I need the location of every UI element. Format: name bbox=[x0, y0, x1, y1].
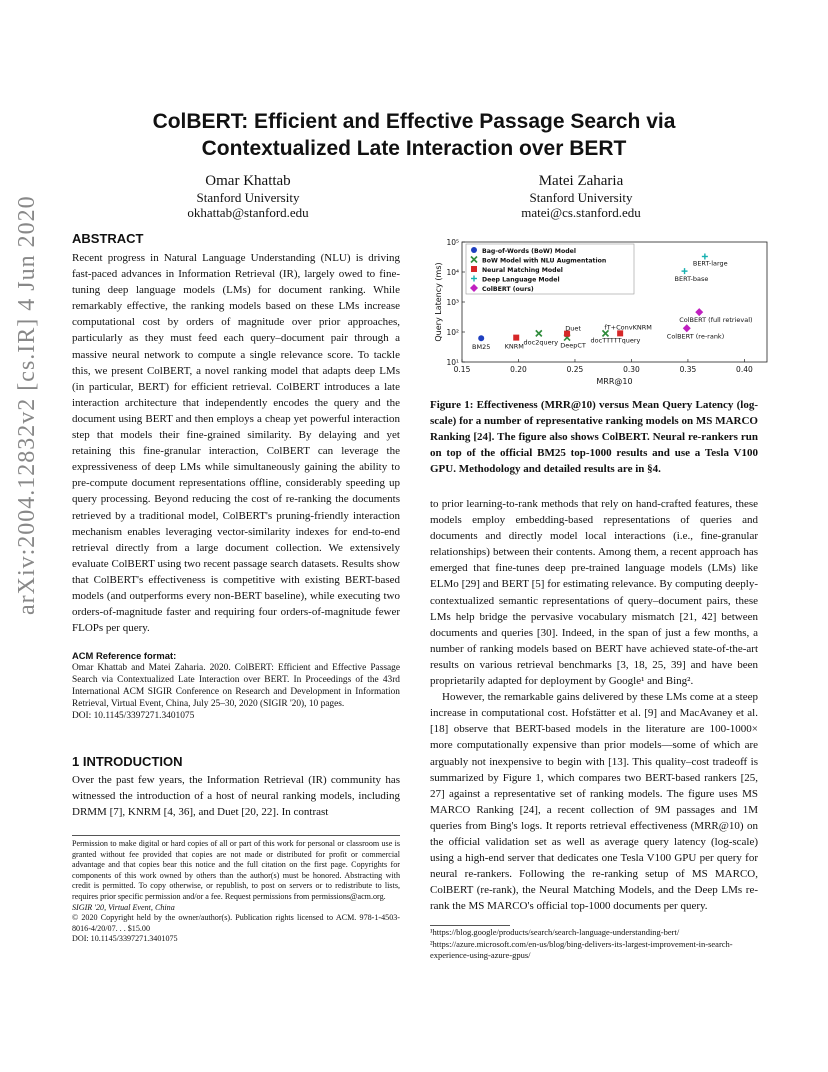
x-tick-label: 0.35 bbox=[679, 365, 697, 374]
y-tick-label: 10² bbox=[446, 328, 459, 337]
point-label: ColBERT (re-rank) bbox=[666, 332, 725, 341]
author-affiliation: Stanford University bbox=[529, 190, 633, 205]
author-name: Matei Zaharia bbox=[538, 173, 624, 189]
abstract-heading: ABSTRACT bbox=[72, 231, 144, 246]
x-tick-label: 0.40 bbox=[736, 365, 753, 374]
right-para-2: However, the remarkable gains delivered by these LMs come at a steep increase in computational cost. Hofstätter et al. [9] and MacAvaney et al. [18] observe that BERT-based models in the literature are 100-1000× more computationally expensive than prior models—some of which are arguably not inexpensive to begin with [13]. This quality–cost tradeoff is summarized by Figure 1, which compares two BERT-based rankers [25, 27] against a representative set of ranking models. The figure uses MS MARCO Ranking [24], a recent collection of 9M passages and 1M queries from Bing's logs. It reports retrieval effectiveness (MRR@10) on the official validation set as well as average query latency (log-scale) using a high-end server that dedicates one Tesla V100 GPU per query for neural re-rankers. Following the re-ranking setup of MS MARCO, ColBERT (re-rank), the Neural Matching Models, and the Deep LMs re-rank the MS MARCO's official top-1000 documents per query. bbox=[430, 691, 758, 913]
x-tick-label: 0.25 bbox=[566, 365, 584, 374]
y-tick-label: 10³ bbox=[446, 298, 459, 307]
author-2 bbox=[486, 172, 676, 220]
data-point bbox=[478, 335, 484, 341]
legend-entry: Bag-of-Words (BoW) Model bbox=[482, 248, 576, 255]
point-label: doc2query bbox=[523, 338, 559, 347]
acm-ref-heading: ACM Reference format: bbox=[72, 650, 177, 662]
data-point bbox=[536, 330, 542, 336]
point-label: ColBERT (full retrieval) bbox=[679, 316, 753, 325]
abstract-body bbox=[72, 250, 400, 636]
title-line-2: Contextualized Late Interaction over BERT bbox=[201, 137, 627, 160]
intro-section bbox=[72, 754, 400, 820]
permission-doi: DOI: 10.1145/3397271.3401075 bbox=[72, 934, 178, 944]
right-para-1: to prior learning-to-rank methods that rely on hand-crafted features, these models employ embedding-based representations of queries and documents and directly model local interactions (i.e., fine-granular relationships) between their contents. Among them, a recent approach has emerged that fine-tunes deep pre-trained language models (LMs) like ELMo [29] and BERT [5] for estimating relevance. By computing deeply-contextualized semantic representations of query–document pairs, these LMs help bridge the pervasive vocabulary mismatch [21, 42] between documents and queries [30]. Indeed, in the span of just a few months, a number of ranking models based on BERT have achieved state-of-the-art results on various retrieval benchmarks [3, 18, 25, 39] and have been proprietarily adapted for deployment by Google¹ and Bing². bbox=[430, 498, 758, 688]
footnotes bbox=[430, 927, 760, 962]
point-label: BM25 bbox=[472, 343, 491, 352]
x-tick-label: 0.15 bbox=[453, 365, 471, 374]
point-label: fT+ConvKNRM bbox=[604, 323, 652, 332]
permission-copyright: © 2020 Copyright held by the owner/author(s). Publication rights licensed to ACM. 978-1-4503-8016-4/20/07. . . $15.00 bbox=[72, 913, 400, 933]
point-label: DeepCT bbox=[560, 341, 586, 350]
left-column bbox=[72, 231, 400, 722]
footnote-2: ²https://azure.microsoft.com/en-us/blog/bing-delivers-its-largest-improvement-in-search-experience-using-azure-gpus/ bbox=[430, 938, 733, 960]
legend-entry: ColBERT (ours) bbox=[482, 286, 534, 293]
legend-entry: BoW Model with NLU Augmentation bbox=[482, 257, 607, 265]
latency-chart bbox=[432, 234, 772, 389]
author-1 bbox=[148, 172, 348, 220]
figure-1 bbox=[432, 234, 772, 389]
acm-ref-text: Omar Khattab and Matei Zaharia. 2020. ColBERT: Efficient and Effective Passage Search via Contextualized Late Interaction over BERT. In Proceedings of the 43rd International ACM SIGIR Conference on Research and Development in Information Retrieval, Virtual Event, China, July 25–30, 2020 (SIGIR '20), 10 pages. bbox=[72, 663, 400, 710]
legend-marker bbox=[471, 247, 477, 253]
author-name: Omar Khattab bbox=[205, 173, 291, 189]
author-email: matei@cs.stanford.edu bbox=[521, 205, 641, 220]
permission-divider bbox=[72, 835, 400, 836]
data-point bbox=[695, 308, 703, 316]
acm-ref-doi: DOI: 10.1145/3397271.3401075 bbox=[72, 711, 195, 722]
x-tick-label: 0.20 bbox=[510, 365, 527, 374]
y-axis-label: Query Latency (ms) bbox=[434, 262, 443, 342]
point-label: KNRM bbox=[504, 342, 524, 351]
intro-text: Over the past few years, the Information Retrieval (IR) community has witnessed the introduction of a host of neural ranking models, including DRMM [7], KNRM [4, 36], and Duet [20, 22]. In contrast bbox=[72, 774, 400, 819]
y-tick-label: 10⁴ bbox=[446, 268, 459, 277]
footnote-1: ¹https://blog.google/products/search/search-language-understanding-bert/ bbox=[430, 927, 680, 937]
point-label: docTTTTTquery bbox=[590, 336, 641, 345]
y-tick-label: 10¹ bbox=[446, 358, 459, 367]
y-tick-label: 10⁵ bbox=[446, 238, 459, 247]
permission-venue: SIGIR '20, Virtual Event, China bbox=[72, 902, 175, 912]
x-tick-label: 0.30 bbox=[623, 365, 640, 374]
data-point bbox=[513, 335, 519, 341]
point-label: BERT-large bbox=[692, 259, 728, 268]
legend-entry: Neural Matching Model bbox=[482, 267, 563, 274]
data-point bbox=[682, 268, 688, 274]
paper-title bbox=[0, 108, 828, 162]
legend-entry: Deep Language Model bbox=[482, 276, 560, 284]
footnote-divider bbox=[430, 925, 510, 926]
x-axis-label: MRR@10 bbox=[596, 377, 633, 386]
legend-marker bbox=[471, 266, 477, 272]
author-email: okhattab@stanford.edu bbox=[187, 205, 309, 220]
permission-block bbox=[72, 839, 400, 945]
acm-reference bbox=[72, 650, 400, 722]
point-label: BERT-base bbox=[674, 275, 709, 284]
right-column bbox=[430, 496, 758, 914]
arxiv-stamp: arXiv:2004.12832v2 [cs.IR] 4 Jun 2020 bbox=[14, 195, 40, 615]
data-point bbox=[683, 324, 691, 332]
intro-heading: 1 INTRODUCTION bbox=[72, 754, 183, 769]
abstract-text: Recent progress in Natural Language Understanding (NLU) is driving fast-paced advances in Information Retrieval (IR), largely owed to fine-tuning deep language models (LMs) for document ranking. While remarkably effective, the ranking models based on these LMs increase computational cost by orders of magnitude over prior approaches, particularly as they must feed each query–document pair through a massive neural network to compute a single relevance score. To tackle this, we present ColBERT, a novel ranking model that adapts deep LMs (in particular, BERT) for efficient retrieval. ColBERT introduces a late interaction architecture that independently encodes the query and the document using BERT and then employs a cheap yet powerful interaction step that models their fine-grained similarity. By delaying and yet retaining this fine-granular interaction, ColBERT can leverage the expressiveness of deep LMs while simultaneously gaining the ability to pre-compute document representations offline, considerably speeding up query processing. Beyond reducing the cost of re-ranking the documents retrieved by a traditional model, ColBERT's pruning-friendly interaction mechanism enables leveraging vector-similarity indexes for end-to-end retrieval directly from a large document collection. We extensively evaluate ColBERT using two recent passage search datasets. Results show that ColBERT's effectiveness is competitive with existing BERT-based models (and outperforms every non-BERT baseline), while executing two orders-of-magnitude faster and requiring four orders-of-magnitude fewer FLOPs per query. bbox=[72, 252, 400, 635]
figure-caption: Figure 1: Effectiveness (MRR@10) versus Mean Query Latency (log-scale) for a number of representative ranking models on MS MARCO Ranking [24]. The figure also shows ColBERT. Neural re-rankers run on top of the official BM25 top-1000 results and use a Tesla V100 GPU. Methodology and detailed results are in §4. bbox=[430, 399, 758, 475]
author-affiliation: Stanford University bbox=[196, 190, 300, 205]
permission-text: Permission to make digital or hard copies of all or part of this work for personal or classroom use is granted without fee provided that copies are not made or distributed for profit or commercial advantage and that copies bear this notice and the full citation on the first page. Copyrights for components of this work owned by others than the author(s) must be honored. Abstracting with credit is permitted. To copy otherwise, or republish, to post on servers or to redistribute to lists, requires prior specific permission and/or a fee. Request permissions from permissions@acm.org. bbox=[72, 839, 400, 901]
title-line-1: ColBERT: Efficient and Effective Passage Search via bbox=[152, 110, 676, 133]
point-label: Duet bbox=[565, 324, 581, 333]
